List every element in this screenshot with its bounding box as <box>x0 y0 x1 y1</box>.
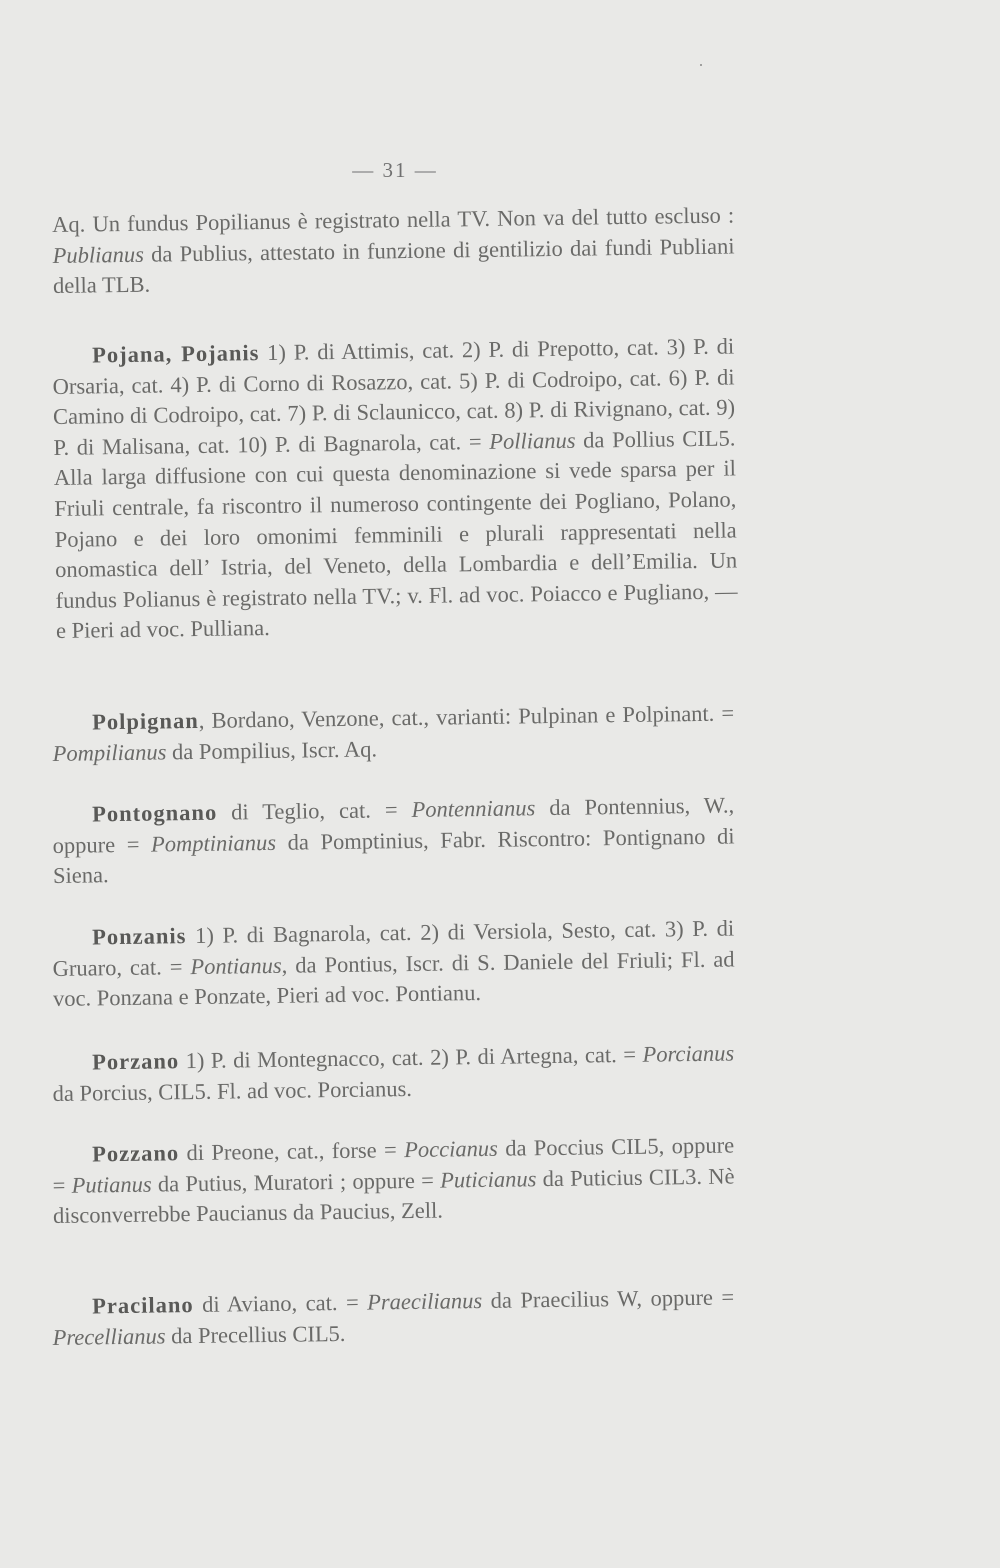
entry-text: da Pomptinius, Fabr. Riscontro: Pontignano di Siena. <box>52 823 735 889</box>
entry-text: da Puticius CIL3. Nè disconverrebbe Paucianus da Paucius, Zell. <box>52 1163 735 1229</box>
headword: Ponzanis <box>92 923 187 950</box>
intro-italic-1: Publianus <box>52 241 145 268</box>
headword: Pracilano <box>92 1292 194 1319</box>
entry-text: da Precellius CIL5. <box>165 1320 346 1349</box>
entry-italic: Pollianus <box>489 427 576 454</box>
entry-pracilano <box>52 1282 735 1353</box>
headword: Pontognano <box>92 799 218 827</box>
entry-text: da Pollius CIL5. Alla larga diffusione con cui questa denominazione si vede sparsa per il Friuli centrale, fa riscontro il numeroso contingente dei Pogliano, Polano, Pojano e dei loro omonimi femminili e plurali rappresentati nella onomastica dell’ Istria, del Veneto, della Lombardia e dell’Emilia. Un fundus Polianus è registrato nella TV.; v. Fl. ad voc. Poiacco e Pugliano, — e Pieri ad voc. Pulliana. <box>53 425 738 644</box>
entry-porzano <box>52 1038 735 1109</box>
entry-text: da Pompilius, Iscr. Aq. <box>166 736 378 764</box>
entry-text: da Poccius CIL5, oppure = <box>52 1132 735 1198</box>
entry-text: 1) P. di Bagnarola, cat. 2) di Versiola, Sesto, cat. 3) P. di Gruaro, cat. = <box>52 915 735 981</box>
speck-mark <box>700 64 702 66</box>
entry-italic: Pompilianus <box>52 739 167 766</box>
headword: Polpignan <box>92 707 199 735</box>
entry-text: da Praecilius W, oppure = <box>481 1284 735 1313</box>
intro-text-2: da Publius, attestato in funzione di gentilizio dai fundi Publiani della TLB. <box>52 233 735 299</box>
entry-text: , da Pontius, Iscr. di S. Daniele del Friuli; Fl. ad voc. Ponzana e Ponzate, Pieri ad voc. Pontianu. <box>52 946 735 1012</box>
headword: Porzano <box>92 1048 180 1075</box>
entry-italic: Puticianus <box>439 1165 537 1193</box>
entry-text: di Aviano, cat. = <box>193 1289 368 1318</box>
intro-paragraph <box>52 200 735 301</box>
entry-polpignan <box>52 698 735 769</box>
entry-text: , Bordano, Venzone, cat., varianti: Pulpinan e Polpinant. = <box>198 700 735 733</box>
entry-text: di Teglio, cat. = <box>217 796 412 825</box>
entry-italic: Pomptinianus <box>150 829 277 857</box>
entry-italic: Putianus <box>71 1171 152 1198</box>
entry-text: da Putius, Muratori ; oppure = <box>151 1167 441 1197</box>
entry-text: da Pontennius, W., oppure = <box>52 792 735 858</box>
entry-text: 1) P. di Montegnacco, cat. 2) P. di Artegna, cat. = <box>178 1041 643 1074</box>
entry-italic: Pontennianus <box>411 795 536 822</box>
entry-italic: Precellianus <box>52 1323 166 1350</box>
headword: Pojana, Pojanis <box>92 340 260 368</box>
entry-text: di Preone, cat., forse = <box>178 1137 405 1166</box>
headword: Pozzano <box>92 1140 180 1167</box>
entry-pojana <box>52 331 738 646</box>
entry-pozzano <box>52 1130 735 1231</box>
entry-pontognano <box>52 790 735 891</box>
entry-italic: Praecilianus <box>366 1287 483 1315</box>
entry-italic: Poccianus <box>403 1135 499 1163</box>
entry-ponzanis <box>52 913 735 1014</box>
entry-text: da Porcius, CIL5. Fl. ad voc. Porcianus. <box>52 1075 413 1106</box>
page-number: — 31 — <box>352 158 438 182</box>
entry-text: 1) P. di Attimis, cat. 2) P. di Prepotto, cat. 3) P. di Orsaria, cat. 4) P. di Corno di Rosazzo, cat. 5) P. di Codroipo, cat. 6) P. di Camino di Codroipo, cat. 7) P. di Sclaunicco, cat. 8) P. di Rivignano, cat. 9) P. di Malisana, cat. 10) P. di Bagnarola, cat. = <box>52 333 736 460</box>
entry-italic: Porcianus <box>642 1040 735 1067</box>
intro-text-1: Aq. Un fundus Popilianus è registrato nella TV. Non va del tutto escluso : <box>52 202 735 237</box>
entry-italic: Pontianus <box>190 952 282 979</box>
